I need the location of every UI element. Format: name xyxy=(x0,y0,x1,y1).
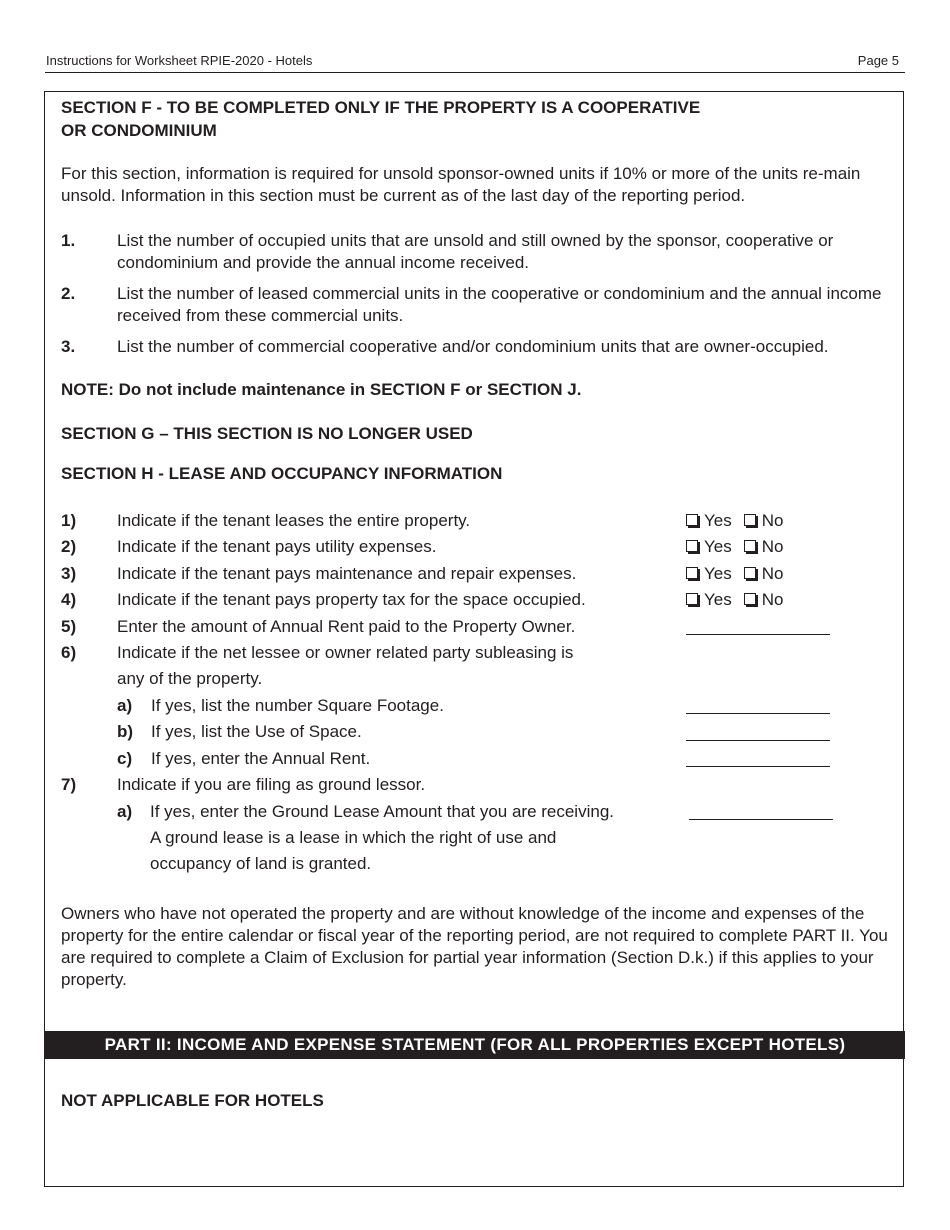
checkbox-icon xyxy=(744,567,756,579)
checkbox-icon xyxy=(686,593,698,605)
ground-lease-amount-field[interactable] xyxy=(689,819,833,820)
section-f-item-number: 2. xyxy=(61,284,76,303)
sub-item-text: If yes, list the number Square Footage. xyxy=(151,696,444,715)
section-h-item-number: 1) xyxy=(61,511,77,530)
no-checkbox[interactable]: No xyxy=(744,589,784,611)
section-h-item-number: 3) xyxy=(61,564,77,583)
section-f-item-number: 3. xyxy=(61,337,76,356)
section-h-item-number: 2) xyxy=(61,537,77,556)
checkbox-icon xyxy=(686,567,698,579)
sub-item-text: If yes, enter the Ground Lease Amount that you are receiving. A ground lease is a lease in which the right of use and occupancy of land is granted. xyxy=(150,802,614,873)
yes-no-group xyxy=(686,563,795,585)
section-h-item-text: Indicate if the tenant leases the entire property. xyxy=(117,511,471,530)
use-of-space-field[interactable] xyxy=(686,740,830,741)
sublease-annual-rent-field[interactable] xyxy=(686,766,830,767)
yes-no-group xyxy=(686,589,795,611)
section-h-item-text: Indicate if you are filing as ground lessor. xyxy=(117,775,426,794)
checkbox-icon xyxy=(744,593,756,605)
section-h-item-text: Enter the amount of Annual Rent paid to the Property Owner. xyxy=(117,617,576,636)
header-divider xyxy=(45,72,905,73)
page-number: Page 5 xyxy=(857,53,899,68)
section-h-item-text: Indicate if the tenant pays utility expenses. xyxy=(117,537,437,556)
sub-item-letter: a) xyxy=(117,696,133,715)
part-2-title: PART II: INCOME AND EXPENSE STATEMENT (FOR ALL PROPERTIES EXCEPT HOTELS) xyxy=(45,1031,905,1059)
square-footage-field[interactable] xyxy=(686,713,830,714)
checkbox-icon xyxy=(744,540,756,552)
sub-item-letter: c) xyxy=(117,749,133,768)
yes-checkbox[interactable]: Yes xyxy=(686,510,732,532)
yes-no-group xyxy=(686,536,795,558)
yes-no-group xyxy=(686,510,795,532)
section-f-item-text: List the number of commercial cooperative and/or condominium units that are owner-occupied. xyxy=(117,337,829,356)
owners-note: Owners who have not operated the property and are without knowledge of the income and expenses of the property for the entire calendar or fiscal year of the reporting period, are not required to complete PART II. You are required to complete a Claim of Exclusion for partial year information (Section D.k.) if this applies to your property. xyxy=(61,904,888,989)
not-applicable-label: NOT APPLICABLE FOR HOTELS xyxy=(61,1091,324,1110)
yes-checkbox[interactable]: Yes xyxy=(686,563,732,585)
section-f-item-number: 1. xyxy=(61,231,76,250)
checkbox-icon xyxy=(686,540,698,552)
section-f-item-text: List the number of leased commercial units in the cooperative or condominium and the annual income received from these commercial units. xyxy=(117,284,882,325)
section-f-item-text: List the number of occupied units that are unsold and still owned by the sponsor, cooperative or condominium and provide the annual income received. xyxy=(117,231,834,272)
sub-item-letter: a) xyxy=(117,802,133,821)
no-checkbox[interactable]: No xyxy=(744,510,784,532)
yes-checkbox[interactable]: Yes xyxy=(686,589,732,611)
sub-item-letter: b) xyxy=(117,722,134,741)
yes-checkbox[interactable]: Yes xyxy=(686,536,732,558)
sub-item-text: If yes, list the Use of Space. xyxy=(151,722,362,741)
annual-rent-field[interactable] xyxy=(686,634,830,635)
section-f-title: SECTION F - TO BE COMPLETED ONLY IF THE PROPERTY IS A COOPERATIVE OR CONDOMINIUM xyxy=(61,98,701,140)
section-f-intro: For this section, information is required for unsold sponsor-owned units if 10% or more of the units re-main unsold. Information in this section must be current as of the last day of the reporting period. xyxy=(61,164,861,205)
section-f-note: NOTE: Do not include maintenance in SECTION F or SECTION J. xyxy=(61,380,582,399)
section-h-item-number: 6) xyxy=(61,643,77,662)
section-h-item-text: Indicate if the tenant pays maintenance and repair expenses. xyxy=(117,564,577,583)
section-h-item-number: 5) xyxy=(61,617,77,636)
section-g-title: SECTION G – THIS SECTION IS NO LONGER USED xyxy=(61,424,473,443)
checkbox-icon xyxy=(744,514,756,526)
document-title: Instructions for Worksheet RPIE-2020 - Hotels xyxy=(46,53,313,68)
section-h-item-number: 4) xyxy=(61,590,77,609)
no-checkbox[interactable]: No xyxy=(744,536,784,558)
section-h-title: SECTION H - LEASE AND OCCUPANCY INFORMATION xyxy=(61,464,503,483)
section-h-item-text: Indicate if the net lessee or owner related party subleasing is any of the property. xyxy=(117,643,574,688)
sub-item-text: If yes, enter the Annual Rent. xyxy=(151,749,371,768)
section-h-item-text: Indicate if the tenant pays property tax for the space occupied. xyxy=(117,590,586,609)
section-h-item-number: 7) xyxy=(61,775,77,794)
no-checkbox[interactable]: No xyxy=(744,563,784,585)
checkbox-icon xyxy=(686,514,698,526)
